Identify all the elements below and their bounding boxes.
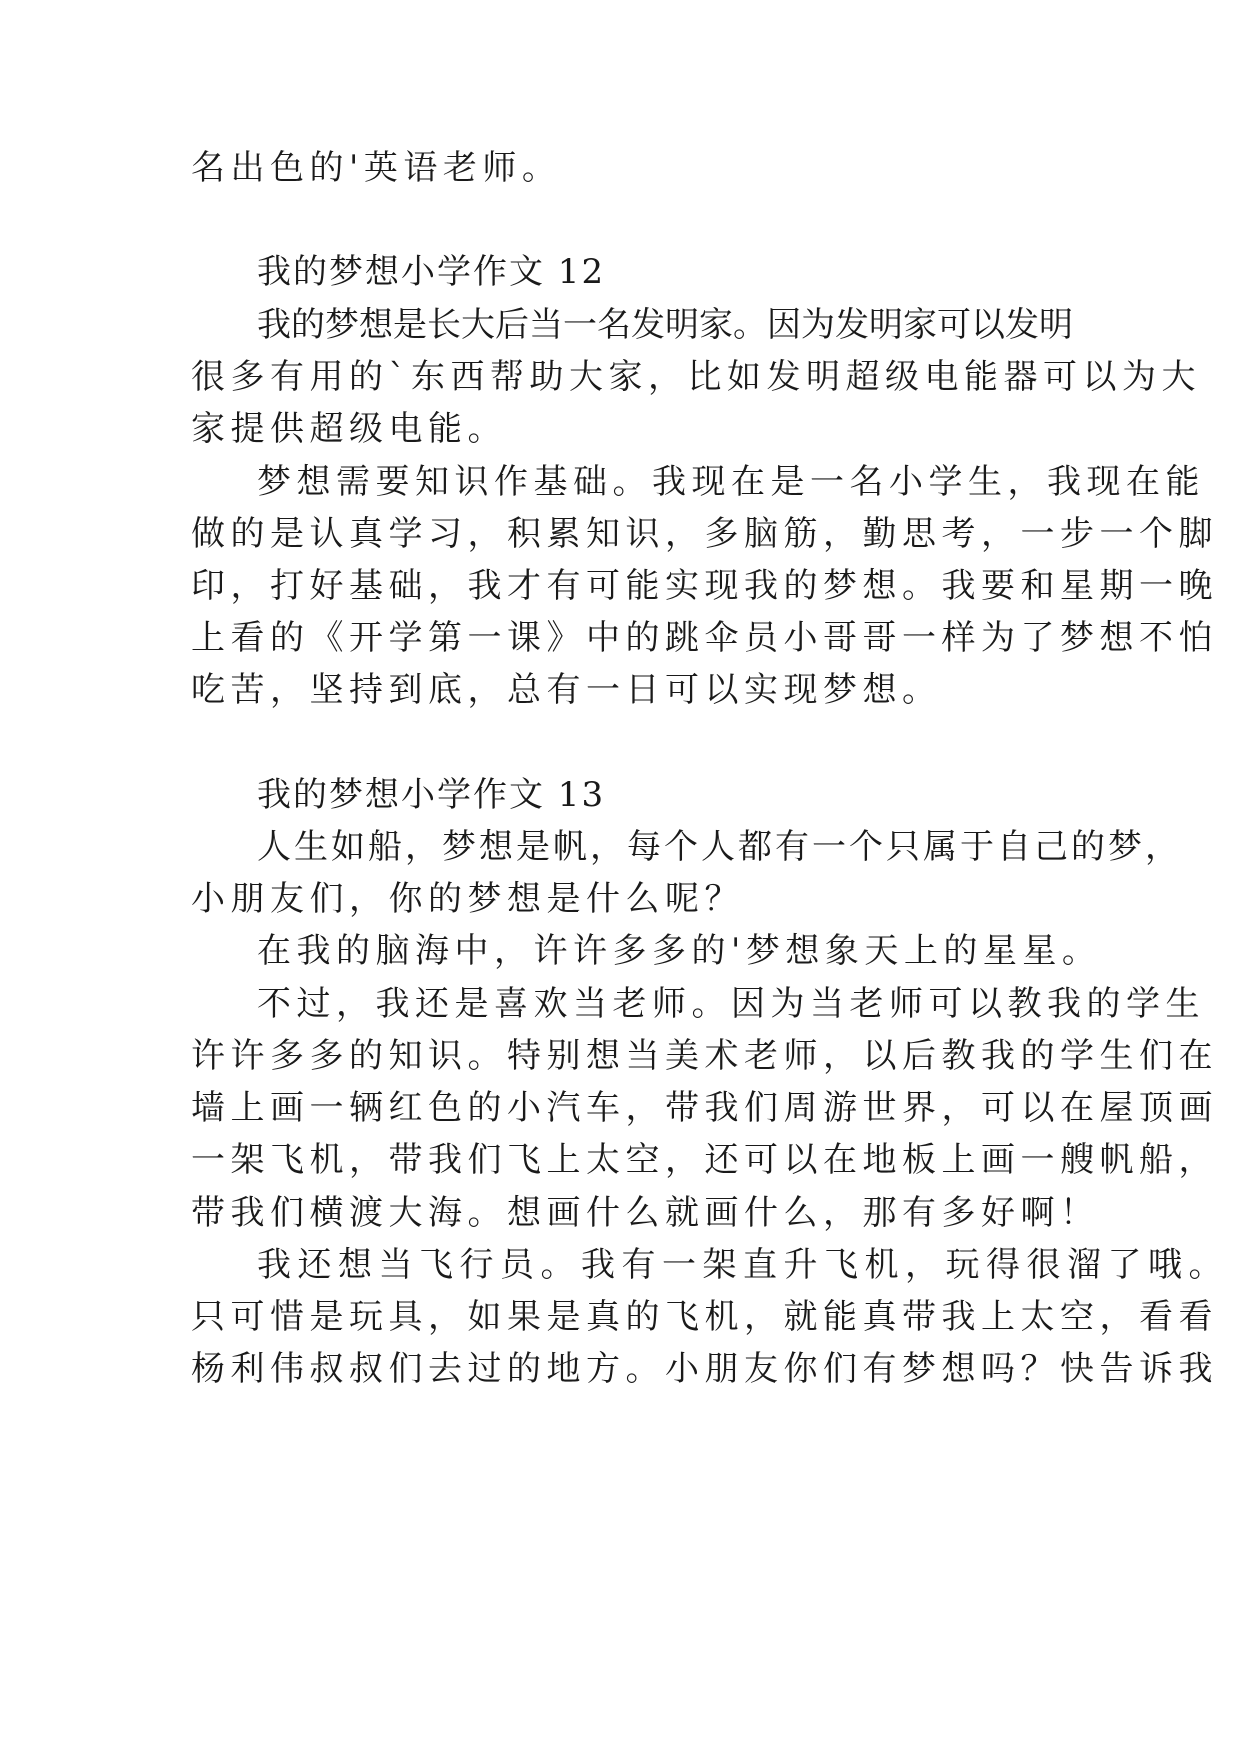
text-line: 印，打好基础，我才有可能实现我的梦想。我要和星期一晚 — [191, 566, 1218, 606]
section-heading-12: 我的梦想小学作文 12 — [257, 252, 606, 292]
text-line: 名出色的'英语老师。 — [191, 148, 562, 188]
text-line: 吃苦，坚持到底，总有一日可以实现梦想。 — [191, 670, 942, 710]
text-line: 许许多多的知识。特别想当美术老师，以后教我的学生们在 — [191, 1036, 1218, 1076]
text-line: 我还想当飞行员。我有一架直升飞机，玩得很溜了哦。 — [257, 1245, 1229, 1285]
text-line: 杨利伟叔叔们去过的地方。小朋友你们有梦想吗？快告诉我 — [191, 1349, 1218, 1389]
text-line: 不过，我还是喜欢当老师。因为当老师可以教我的学生 — [257, 984, 1205, 1024]
text-line: 在我的脑海中，许许多多的'梦想象天上的星星。 — [257, 931, 1102, 971]
text-line: 我的梦想是长大后当一名发明家。因为发明家可以发明 — [257, 305, 1073, 345]
text-line: 只可惜是玩具，如果是真的飞机，就能真带我上太空，看看 — [191, 1297, 1218, 1337]
text-line: 一架飞机，带我们飞上太空，还可以在地板上画一艘帆船， — [191, 1140, 1218, 1180]
text-line: 梦想需要知识作基础。我现在是一名小学生，我现在能 — [257, 462, 1205, 502]
paragraph-line — [257, 303, 1073, 347]
text-line: 人生如船，梦想是帆，每个人都有一个只属于自己的梦， — [257, 827, 1182, 867]
text-line: 小朋友们，你的梦想是什么呢？ — [191, 879, 744, 919]
text-line: 带我们横渡大海。想画什么就画什么，那有多好啊！ — [191, 1193, 1100, 1233]
text-line: 家提供超级电能。 — [191, 409, 507, 449]
section-heading-13: 我的梦想小学作文 13 — [257, 775, 606, 815]
text-line: 上看的《开学第一课》中的跳伞员小哥哥一样为了梦想不怕 — [191, 618, 1218, 658]
text-line: 很多有用的`东西帮助大家，比如发明超级电能器可以为大 — [191, 357, 1201, 397]
text-line: 做的是认真学习，积累知识，多脑筋，勤思考，一步一个脚 — [191, 514, 1218, 554]
text-line: 墙上画一辆红色的小汽车，带我们周游世界，可以在屋顶画 — [191, 1088, 1218, 1128]
